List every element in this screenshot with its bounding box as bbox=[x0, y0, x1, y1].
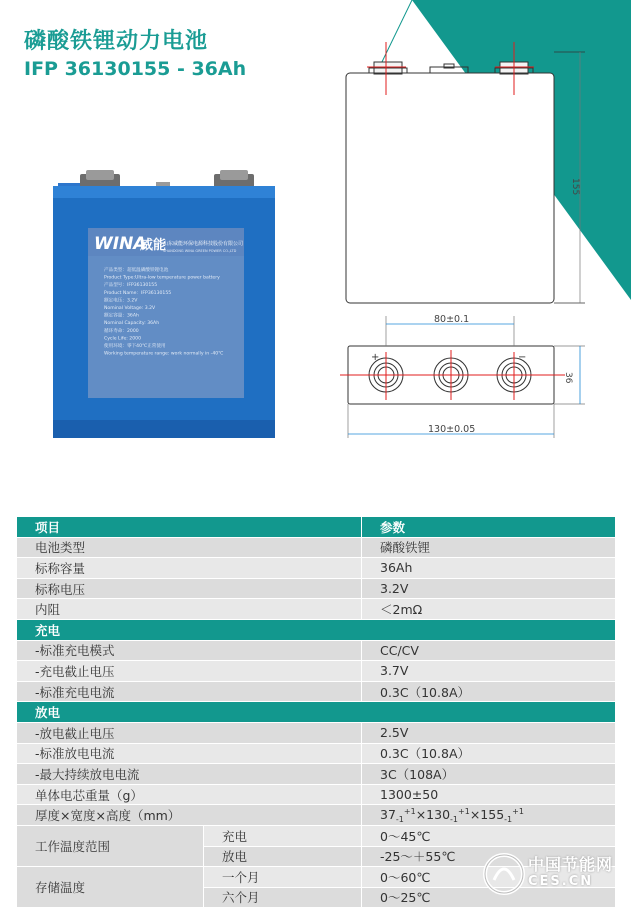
battery-brand: WINA bbox=[94, 234, 147, 254]
section-label: 放电 bbox=[17, 702, 616, 723]
header-item: 项目 bbox=[17, 517, 362, 538]
group-value: 0～25℃ bbox=[362, 887, 616, 908]
battery-label-line: Product Type:Ultra-low temperature power battery bbox=[104, 275, 220, 281]
row-value: 0.3C（10.8A） bbox=[362, 681, 616, 702]
dim-d1-tol-low: -1 bbox=[395, 814, 404, 824]
group-sub-label: 放电 bbox=[204, 846, 362, 867]
row-value bbox=[362, 805, 616, 826]
group-value: 0～45℃ bbox=[362, 825, 616, 846]
row-label: -标准充电电流 bbox=[17, 681, 362, 702]
table-row bbox=[17, 558, 616, 579]
battery-label-line: Cycle Life: 2000 bbox=[104, 336, 141, 342]
row-label: -标准充电模式 bbox=[17, 640, 362, 661]
table-row bbox=[17, 537, 616, 558]
row-value: ＜2mΩ bbox=[362, 599, 616, 620]
dim-d2-tol-low: -1 bbox=[450, 814, 459, 824]
row-value: 1300±50 bbox=[362, 784, 616, 805]
group-sub-label: 一个月 bbox=[204, 867, 362, 888]
row-value: 0.3C（10.8A） bbox=[362, 743, 616, 764]
watermark-cn: 中国节能网 bbox=[528, 855, 614, 874]
battery-label-line: 产品类型：超低温磷酸铁锂电池 bbox=[104, 268, 169, 273]
battery-label-line: 额定电压：3.2V bbox=[104, 298, 138, 304]
battery-brand-cn: 威能 bbox=[140, 238, 167, 253]
row-label: 厚度×宽度×高度（mm） bbox=[17, 805, 362, 826]
dim-d3-tol-high: +1 bbox=[512, 806, 524, 816]
battery-label-line: 产品型号：IFP36130155 bbox=[104, 283, 158, 289]
header-param: 参数 bbox=[362, 517, 616, 538]
row-value: 3.7V bbox=[362, 661, 616, 682]
section-label: 充电 bbox=[17, 619, 616, 640]
battery-label-line: Nominal Voltage: 3.2V bbox=[104, 306, 156, 311]
row-value: 3.2V bbox=[362, 578, 616, 599]
battery-label-line: Working temperature range: work normally in -40℃ bbox=[104, 351, 224, 357]
battery-company: 山东威能环保电源科技股份有限公司 bbox=[163, 241, 244, 247]
battery-label-line: Nominal Capacity: 36Ah bbox=[104, 321, 160, 327]
dim-d2-tol-high: +1 bbox=[458, 806, 470, 816]
page-title: 磷酸铁锂动力电池 bbox=[24, 29, 209, 54]
battery-photo bbox=[53, 170, 275, 438]
table-row bbox=[17, 578, 616, 599]
row-label: -标准放电电流 bbox=[17, 743, 362, 764]
table-section-row bbox=[17, 619, 616, 640]
table-row bbox=[17, 722, 616, 743]
table-row bbox=[17, 825, 616, 846]
dim-d1-tol-high: +1 bbox=[403, 806, 416, 816]
plus-terminal-mark: + bbox=[371, 352, 380, 363]
row-value: 3C（108A） bbox=[362, 764, 616, 785]
table-header bbox=[17, 517, 616, 538]
table-row bbox=[17, 764, 616, 785]
row-label: -放电截止电压 bbox=[17, 722, 362, 743]
row-label: -充电截止电压 bbox=[17, 661, 362, 682]
table-row bbox=[17, 784, 616, 805]
dim-sep2: ×155 bbox=[469, 806, 505, 822]
dim-length: 130±0.05 bbox=[428, 424, 476, 435]
row-label: 电池类型 bbox=[17, 537, 362, 558]
table-row bbox=[17, 661, 616, 682]
row-value: 2.5V bbox=[362, 722, 616, 743]
row-value: 36Ah bbox=[362, 558, 616, 579]
battery-label-line: Product Name：IFP36130155 bbox=[104, 290, 172, 296]
group-label: 工作温度范围 bbox=[17, 825, 204, 866]
row-value: 磷酸铁锂 bbox=[362, 537, 616, 558]
dim-sep1: ×130 bbox=[415, 806, 451, 822]
row-label: 内阻 bbox=[17, 599, 362, 620]
watermark-en: CES.CN bbox=[528, 874, 594, 889]
table-section-row bbox=[17, 702, 616, 723]
row-label: 单体电芯重量（g） bbox=[17, 784, 362, 805]
front-view-drawing bbox=[346, 52, 585, 303]
battery-label-line: 循环寿命：2000 bbox=[104, 328, 139, 334]
dim-thickness: 36 bbox=[563, 372, 573, 384]
dim-terminal-spacing: 80±0.1 bbox=[434, 314, 470, 325]
table-row bbox=[17, 640, 616, 661]
row-label: -最大持续放电电流 bbox=[17, 764, 362, 785]
row-label: 标称电压 bbox=[17, 578, 362, 599]
table-row bbox=[17, 599, 616, 620]
group-value: 0～60℃ bbox=[362, 867, 616, 888]
top-view-drawing bbox=[348, 316, 585, 438]
battery-company-en: SHANDONG WINA GREEN POWER CO.,LTD bbox=[163, 249, 237, 253]
battery-label-line: 额定容量：36Ah bbox=[104, 313, 139, 319]
table-row bbox=[17, 743, 616, 764]
battery-label-line: 使用环境：零下40℃正常使用 bbox=[104, 344, 166, 349]
row-value: CC/CV bbox=[362, 640, 616, 661]
table-row bbox=[17, 805, 616, 826]
group-sub-label: 六个月 bbox=[204, 887, 362, 908]
table-row bbox=[17, 681, 616, 702]
group-value: -25～＋55℃ bbox=[362, 846, 616, 867]
minus-terminal-mark: − bbox=[518, 352, 527, 363]
dim-d1: 37 bbox=[380, 806, 396, 822]
row-label: 标称容量 bbox=[17, 558, 362, 579]
group-sub-label: 充电 bbox=[204, 825, 362, 846]
dim-d3-tol-low: -1 bbox=[504, 814, 513, 824]
model-title: IFP 36130155 - 36Ah bbox=[24, 58, 247, 80]
dim-height: 155 bbox=[570, 178, 580, 196]
group-label: 存储温度 bbox=[17, 867, 204, 908]
